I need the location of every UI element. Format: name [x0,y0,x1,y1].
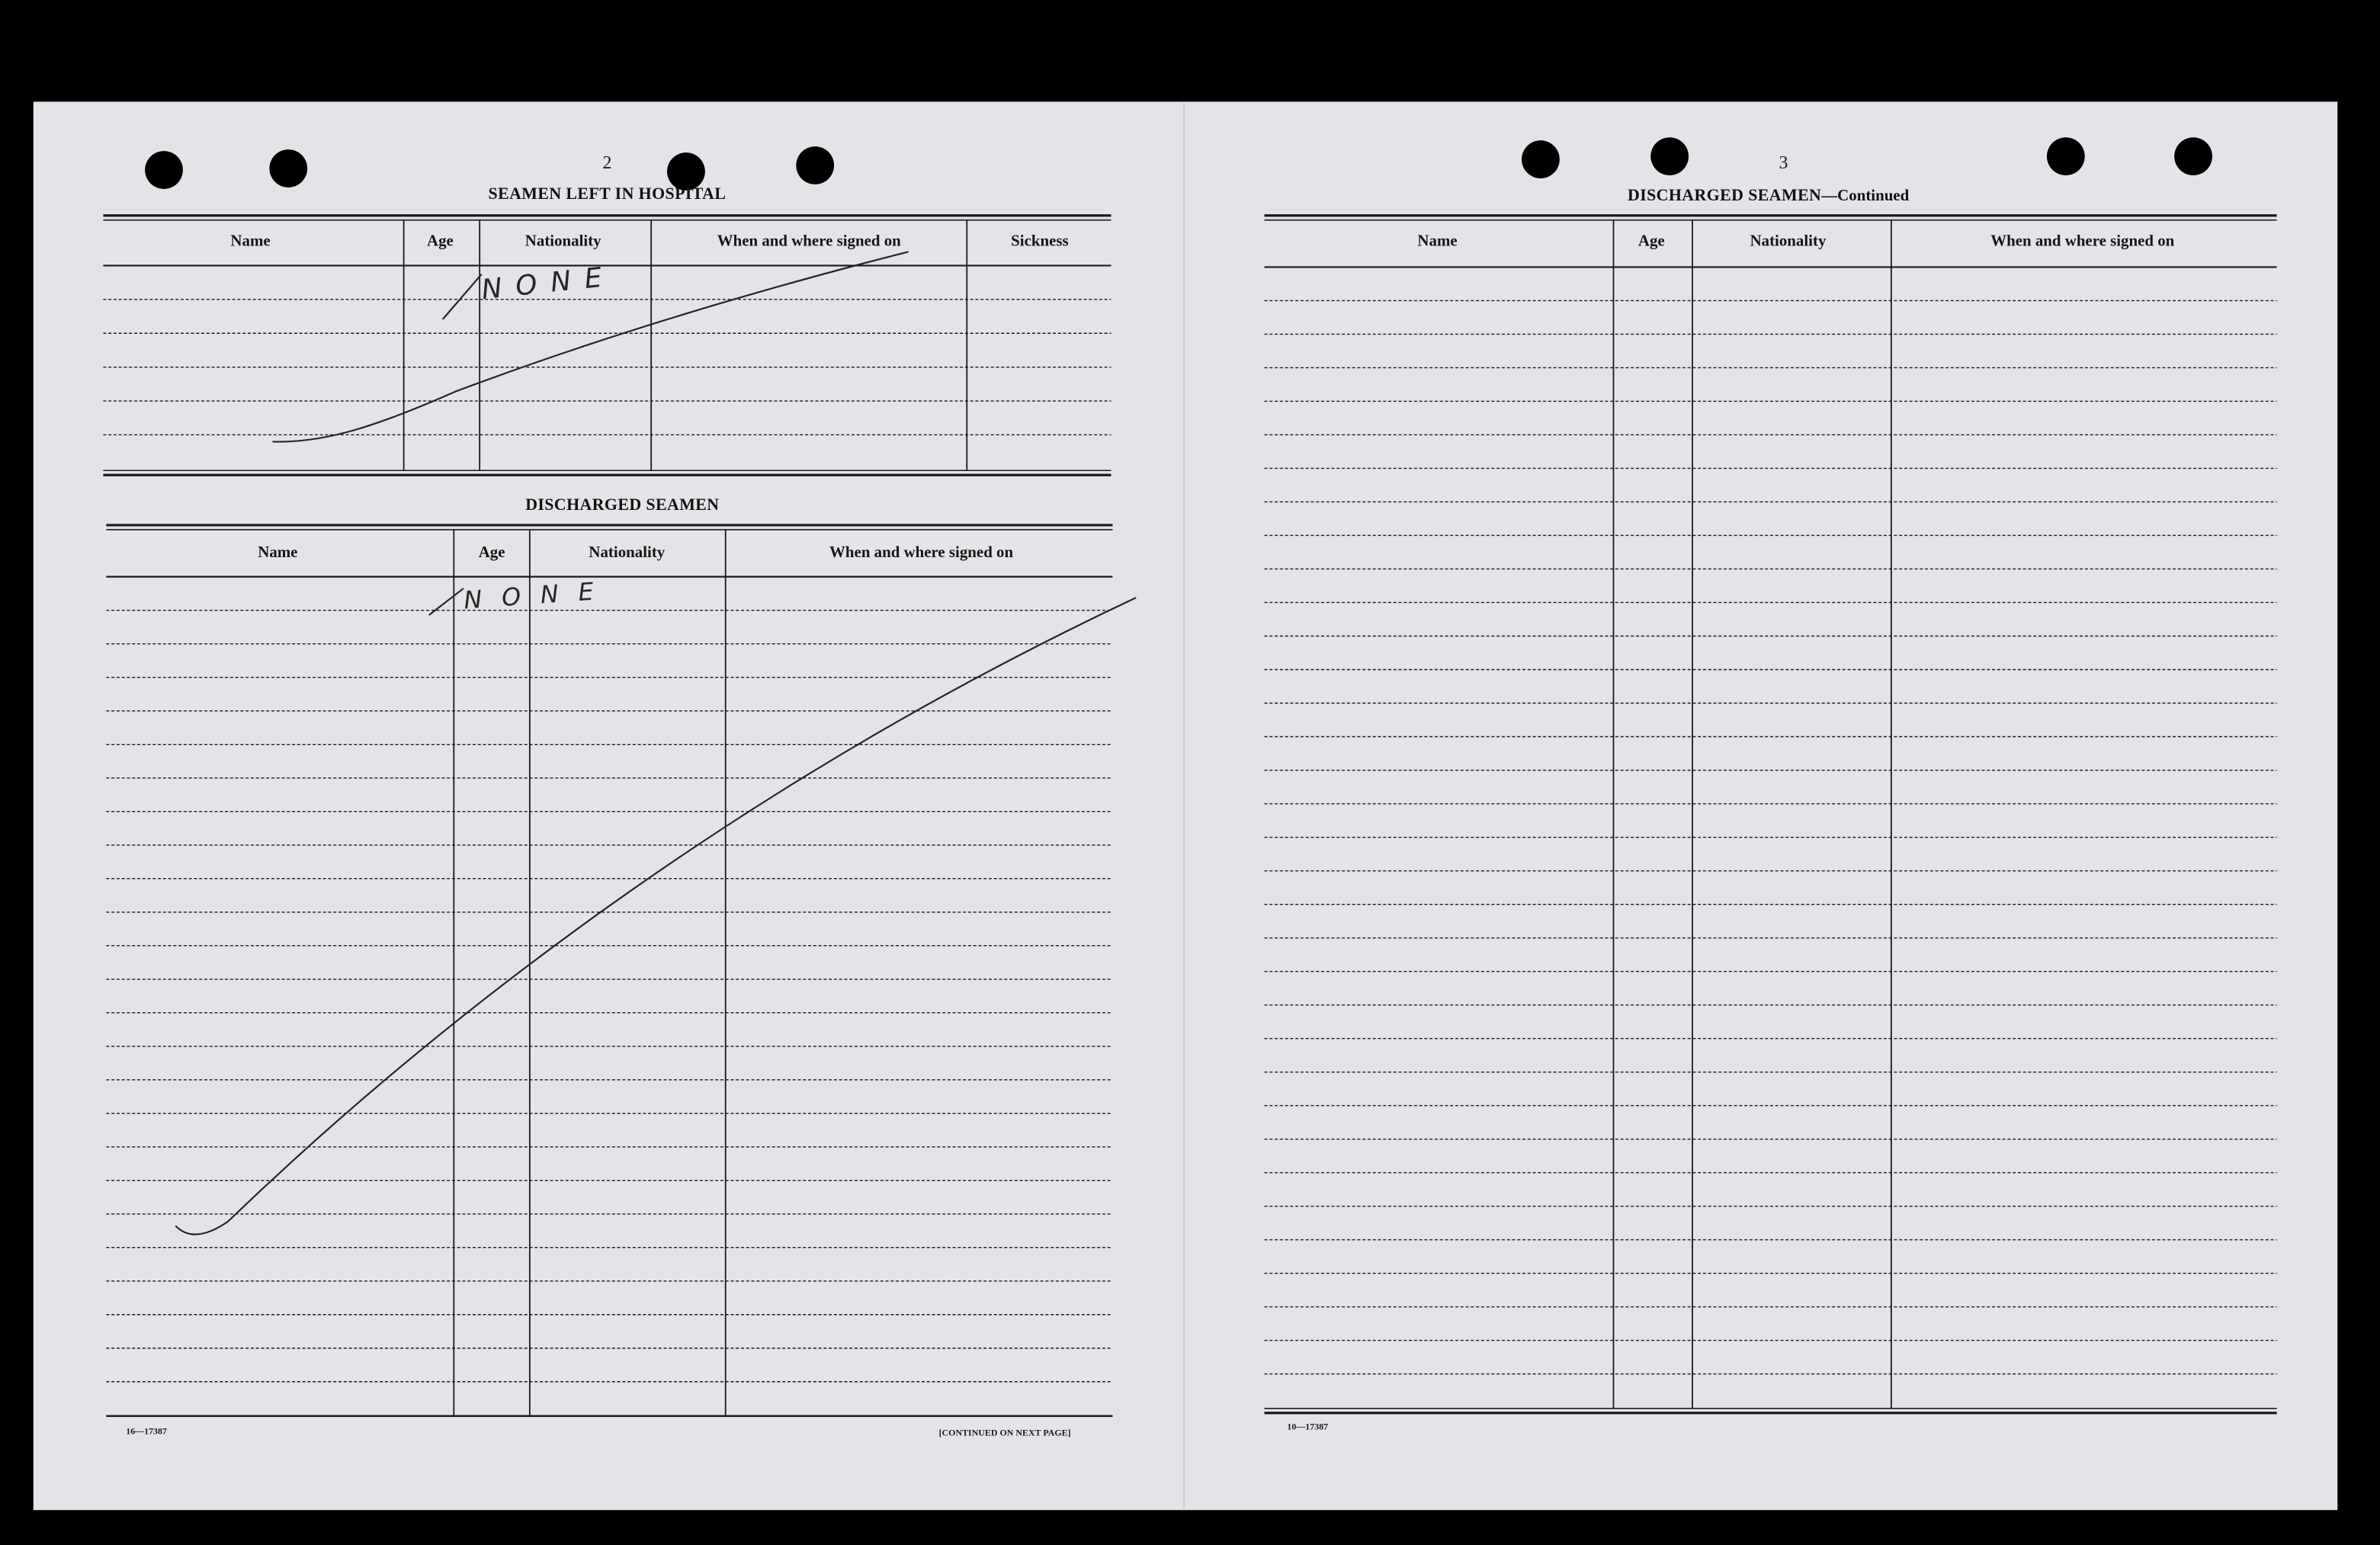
punch-hole [1522,140,1560,178]
punch-hole [1650,137,1689,175]
punch-hole [2174,137,2212,175]
column-header-signed-on: When and where signed on [1990,231,2175,250]
paper-sheet [34,101,2337,1510]
page-number: 3 [1779,153,1788,174]
column-header-name: Name [258,542,298,561]
column-header-nationality: Nationality [1750,231,1827,250]
column-header-age: Age [427,231,454,250]
form-number: 16—17387 [126,1425,167,1437]
column-header-sickness: Sickness [1011,231,1069,250]
punch-hole [269,149,307,188]
column-header-name: Name [230,231,271,250]
section-title: SEAMEN LEFT IN HOSPITAL [488,183,727,203]
column-header-signed-on: When and where signed on [829,542,1014,561]
continued-note: [CONTINUED ON NEXT PAGE] [938,1427,1071,1438]
section-title-main: DISCHARGED SEAMEN [1627,184,1822,204]
column-header-name: Name [1417,231,1458,250]
punch-hole [796,146,834,184]
section-title: DISCHARGED SEAMEN [525,495,720,514]
form-number: 10—17387 [1287,1421,1329,1432]
section-title [1628,185,1910,204]
page-number: 2 [602,153,612,174]
column-header-age: Age [478,542,505,561]
column-header-signed-on: When and where signed on [717,231,901,250]
handwritten-entry: NONE [480,261,617,306]
column-header-nationality: Nationality [589,542,666,561]
punch-hole [145,151,183,189]
column-header-age: Age [1637,231,1665,250]
punch-hole [2047,137,2085,175]
column-header-nationality: Nationality [524,231,601,250]
section-title-suffix: —Continued [1821,185,1910,204]
handwritten-entry: NONE [463,575,614,615]
